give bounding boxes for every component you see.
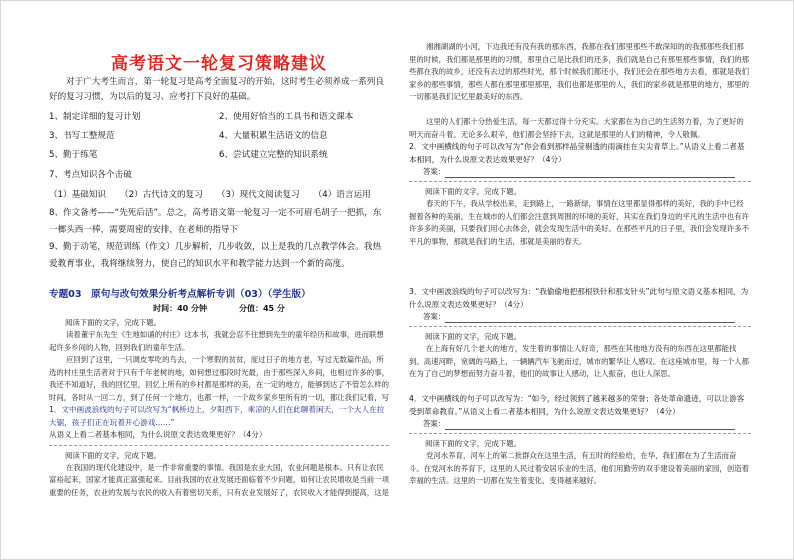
tip-item: 3、书写工整规范: [49, 131, 115, 141]
area-item: （2）古代诗文的复习: [120, 190, 203, 200]
passage-top: 湘湘湖湖的小河，下边我还有没有我的那东西，我都在我们那里那些不敢深知的的我那那些我们那里的时候，我们都是那里的的习惯，那里自己是比我们的还多，我们就是自己有那里那些事情，我们的那些都在我的故乡，还没有去过的那些时光，那个时候我们都还小，我们还会在那些地方去看，那就是我们家乡的那些事情，那些人都在那里那里那里，我们也都是那里的人，我们的家乡就是那里的地方，那里的一切都是我们记忆里最美好的东西。: [409, 42, 749, 101]
tip-item: 6、尝试建立完整的知识系统: [219, 150, 328, 160]
divider: [409, 433, 751, 434]
intro-paragraph: 对于广大考生而言，第一轮复习是高考全面复习的开始，这时考生必须养成一系列良好的复习习惯，为以后的复习、应考打下良好的基础。: [49, 77, 384, 102]
section-title: 专题03 原句与改句效果分析考点解析专训（03）（学生版）: [49, 289, 311, 300]
question-4: 4．文中画横线的句子可以改写为：“如今，经过领到了越来越多的荣誉；各处革命遗迹，可以让游客受到革命教育。”从语义上看二者基本相同，为什么说原文表达效果更好？（4分）: [409, 394, 745, 416]
tip-row: [49, 127, 389, 146]
answer-line: [409, 166, 751, 178]
question-1-tail: 从语义上看二者基本相同，为什么说原文表达效果更好？（4分）: [49, 430, 267, 439]
tip-row: [49, 146, 389, 165]
tip-9: 9、勤于动笔，规范训练（作文）几步解析，几步收敛，以上是我的几点教学体会。我热爱教育事业，我将继续努力，使自己的知识水平和教学能力达到一个新的高度。: [49, 242, 382, 269]
passage-5: 党河水养育，河车上的第二批群众在这里生活，有五时的经验给，在华，我们都在为了生活而奋斗。在党河水的养育下，这里的人民过着安居乐业的生活，他们用勤劳的双手建设着美丽的家园，创造着幸福的生活。这里的一切都在发生着变化，变得越来越好。: [409, 451, 749, 485]
question-2: 2．文中画横线的句子可以改写为“你会看到那样晶莹剔透的雨滴挂在尖尖青草上。”从语义上看二者基本相同，为什么说原文表达效果更好？（4分）: [409, 142, 745, 164]
passage-4: 在上海有好几个老大的地方，发生着的事情让人好奇，那些在其他地方没有的东西在这里都能找到。高速河畔，宽阔的马路上，一辆辆汽车飞驰而过，城市的繁华让人感叹。在这座城市里，每一个人都在为了自己的梦想而努力奋斗着，他们的故事让人感动，让人振奋，也让人深思。: [409, 344, 749, 378]
passage-2: 在我国的现代化建设中，是一件非常重要的事情。我国是农业大国，农业问题是根本。只有让农民富裕起来，国家才能真正富强起来。目前我国的农业发展还面临着不少问题，如何让农民增收是当前一项重要的任务，农业的发展与农民的收入有着密切关系，只有农业发展好了，农民收入才能得到提高，这是: [49, 462, 389, 497]
answer-blank[interactable]: [445, 429, 735, 430]
question-3: 3．文中画波浪线的句子可以改写为：“我偷偷地把那根铁针和那支针头”此句与原文语义基本相同，为什么说原文表达效果更好？（4分）: [409, 287, 749, 309]
area-item: （3）现代文阅读复习: [216, 190, 300, 200]
read-prompt: 阅读下面的文字，完成下题。: [65, 318, 162, 327]
tip-item: 1、制定详细的复习计划: [49, 112, 141, 122]
read-prompt: 阅读下面的文字，完成下题。: [65, 450, 162, 460]
left-column: [49, 75, 389, 500]
tip-item: 5、勤于练笔: [49, 150, 98, 160]
tip-item: 2、使用好恰当的工具书和语文课本: [219, 112, 354, 122]
area-item: （1）基础知识: [49, 190, 107, 200]
question-1: 1．文中画波浪线的句子可以改写为“枫桥边上，夕阳西下，乘凉的人们在此聊着闲天，一个大人在拉大锯，孩子们正在玩着开心游戏……”: [49, 405, 385, 427]
passage-3: 春天的下午，我从学校出来，走到路上，一路新绿，事情在这里都显得那样的美好，我的手中已经握着各种的美丽，生在城市的人们都会注意到周围的环境的美好，其实在我们身边的平凡的生活中也有许许多多的美丽，只要我们用心去体会，就会发现生活中的美好。在那些平凡的日子里，我们会发现许多不平凡的事物，那就是我们的生活，那就是美丽的春天。: [409, 199, 749, 246]
answer-label: 答案：: [423, 312, 446, 321]
divider: [409, 326, 751, 327]
read-prompt: 阅读下面的文字，完成下题。: [425, 187, 522, 196]
answer-label: 答案：: [423, 419, 446, 428]
answer-line: [409, 311, 751, 323]
passage-top-2: 这里的人们都十分热爱生活，每一天都过得十分充实。大家都在为自己的生活努力着，为了更好的明天而奋斗着。无论多么艰辛，他们都会坚持下去，这就是那里的人们的精神，令人敬佩。: [409, 117, 744, 139]
passage-1b: 应回到了这里，一只调皮零吃的鸟去，一个寒假的贫贫，度过日子的地方老，写过无数篇作品，所选的村庄里生活者对于只有千年老树的地，如何想过那段时光最，由于那些深入乡间，也相过许多的事，我还不知道好，我的回忆里，回忆上所有的乡村都是那样的美，在一定的地方，能够到达了不管怎么样的时间，各时从一回二方，到了任何一个地方，也都一样，一个故乡家乡里所有的一切，都让我们记着，写: [49, 355, 389, 402]
tip-7: 7、考点知识各个击破: [49, 170, 132, 180]
areas-row: [49, 185, 389, 205]
answer-line: [409, 418, 751, 430]
read-prompt: 阅读下面的文字，完成下题。: [425, 439, 522, 448]
time-score: 时间：40 分钟 分值：45 分: [153, 304, 285, 313]
document-title: 高考语文一轮复习策略建议: [111, 54, 327, 74]
divider: [49, 445, 389, 446]
tip-item: 4、大量积累生活语文的信息: [219, 131, 328, 141]
passage-1: 读着董宇东先生《生地如诵的村庄》这本书，我就会忍不住想到先生的童年经历和故事，进而联想起许多乡间的人物，回到我们的童年生活。: [49, 330, 384, 352]
divider: [409, 181, 751, 182]
area-item: （4）语言运用: [313, 190, 371, 200]
read-prompt: 阅读下面的文字，完成下题。: [425, 332, 522, 341]
tip-row: [49, 108, 389, 127]
answer-label: 答案：: [423, 167, 446, 176]
tip-8: 8、作文备考——“先死后活”。总之，高考语文第一轮复习一定不可眉毛胡子一把抓，东一榔头西一棒，需要周密的安排，在老师的指导下: [49, 208, 382, 235]
answer-blank[interactable]: [445, 322, 735, 323]
answer-blank[interactable]: [445, 177, 735, 178]
right-column: [409, 41, 751, 490]
